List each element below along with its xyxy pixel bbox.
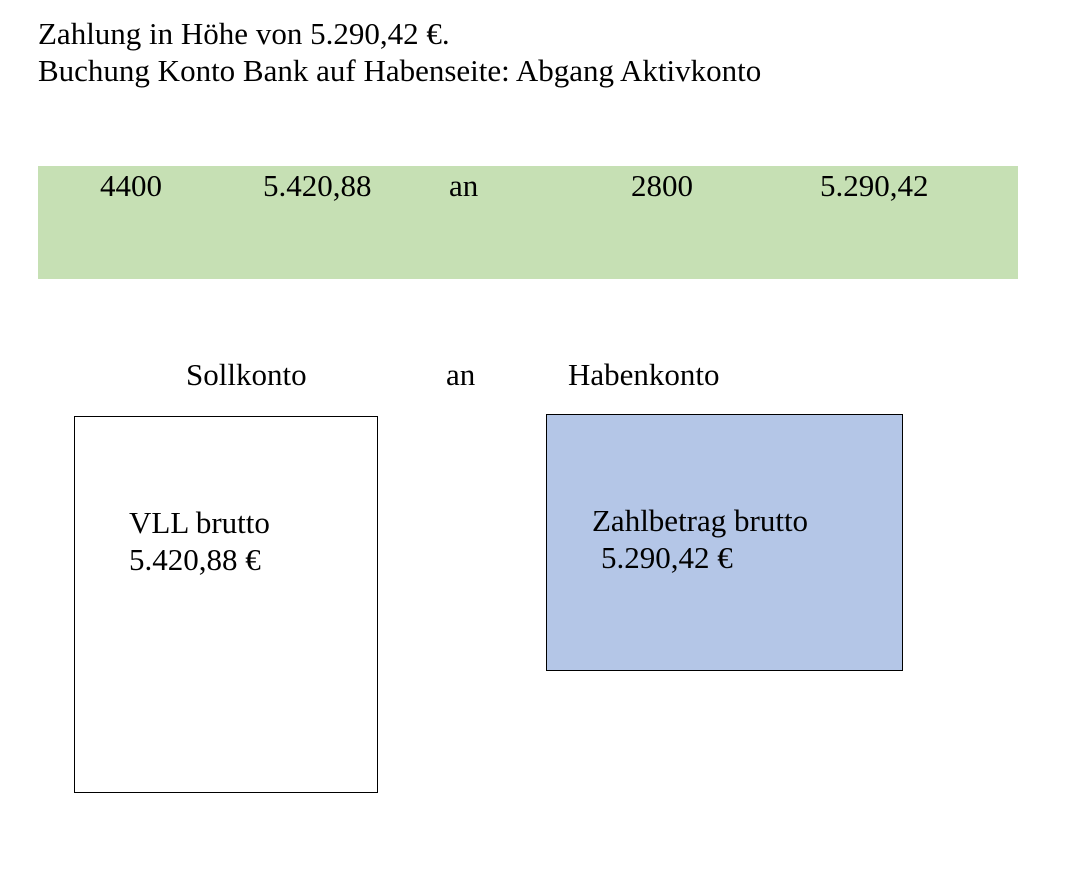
heading-sollkonto: Sollkonto bbox=[186, 357, 307, 392]
debit-account-number: 4400 bbox=[100, 168, 162, 203]
intro-line-2: Buchung Konto Bank auf Habenseite: Abgang Aktivkonto bbox=[38, 53, 762, 88]
booking-band bbox=[38, 166, 1018, 279]
intro-line-1: Zahlung in Höhe von 5.290,42 €. bbox=[38, 16, 450, 51]
haben-box-label: Zahlbetrag brutto bbox=[592, 503, 809, 538]
heading-habenkonto: Habenkonto bbox=[568, 357, 720, 392]
credit-amount: 5.290,42 bbox=[820, 168, 929, 203]
soll-account-box bbox=[74, 416, 378, 793]
credit-account-number: 2800 bbox=[631, 168, 693, 203]
haben-box-amount: 5.290,42 € bbox=[601, 540, 733, 575]
haben-account-box bbox=[546, 414, 903, 671]
soll-box-label: VLL brutto bbox=[129, 505, 270, 540]
soll-box-amount: 5.420,88 € bbox=[129, 542, 261, 577]
heading-connector: an bbox=[446, 357, 476, 392]
booking-connector: an bbox=[449, 168, 479, 203]
debit-amount: 5.420,88 bbox=[263, 168, 372, 203]
